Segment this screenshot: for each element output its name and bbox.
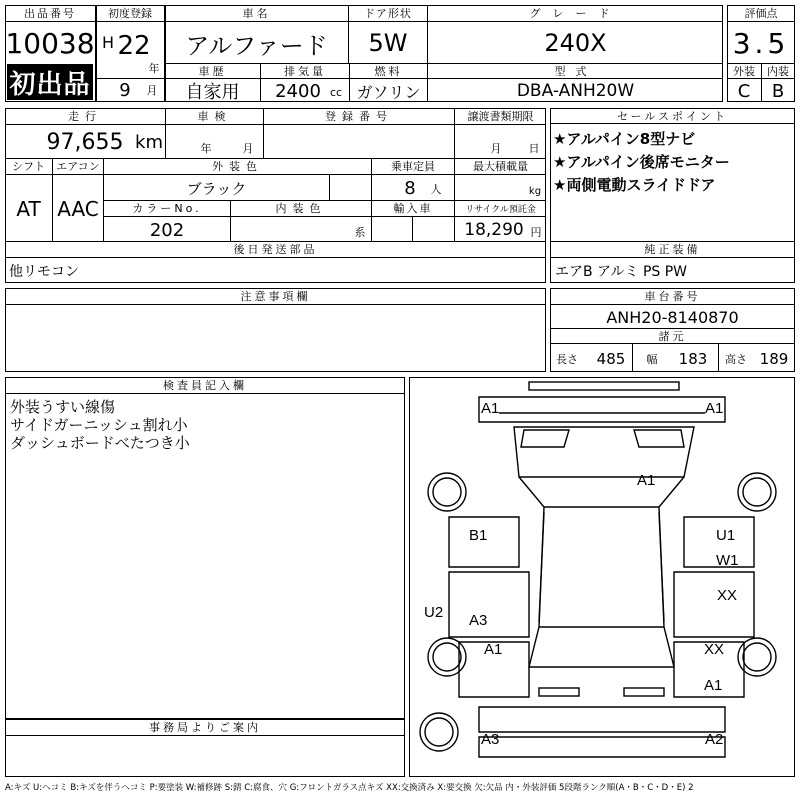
- inspection-year-unit: 年: [200, 142, 212, 155]
- sales-point-item: ★アルパイン後席モニター: [553, 153, 730, 171]
- transfer-month-unit: 月: [490, 142, 502, 155]
- mark-front-right: A1: [705, 400, 724, 417]
- transfer-label: 譲渡書類期限: [467, 110, 534, 123]
- car-diagram: [409, 377, 795, 777]
- transfer-day-unit: 日: [528, 142, 540, 155]
- interior-grade: B: [771, 80, 785, 102]
- door-label: ドア形状: [349, 5, 427, 22]
- fuel-label: 燃料: [350, 63, 427, 79]
- mark-rear-right: A2: [705, 731, 724, 748]
- recycle: 18,290: [464, 220, 524, 240]
- load-unit: kg: [528, 185, 542, 197]
- sales-point-label: セールスポイント: [550, 108, 795, 124]
- height-label: 高さ: [725, 353, 747, 366]
- interior-color-label: 内装色: [275, 202, 327, 215]
- chassis-label: 車台番号: [550, 288, 795, 305]
- sales-point-item: ★両側電動スライドドア: [553, 176, 716, 194]
- mileage: 97,655: [46, 129, 124, 155]
- exterior-grade: C: [737, 80, 751, 102]
- mark-right-front-door-2: W1: [716, 552, 739, 569]
- era: H: [101, 32, 115, 52]
- score: 3.5: [732, 26, 790, 60]
- year: 22: [117, 31, 151, 61]
- mark-left-rear-door: A3: [469, 612, 488, 629]
- lot-no-label: 出品番号: [5, 5, 95, 22]
- legend: A:キズ U:ヘコミ B:キズを伴うヘコミ P:要塗装 W:補修跡 S:錆 C:腐食、穴 G:フロントガラス点キズ XX:交換済み X:要交換 欠:欠品 内・外装評価 5段階ランク順(A・B・C・D・E) 2: [5, 783, 694, 793]
- ac: AAC: [57, 196, 99, 221]
- color-no-label: カラーNo.: [132, 202, 202, 215]
- chassis-number: ANH20-8140870: [606, 307, 739, 327]
- displacement: 2400: [275, 80, 321, 102]
- score-label: 評価点: [727, 5, 795, 22]
- displacement-label: 排気量: [261, 63, 349, 79]
- mark-right-front-door-1: U1: [716, 527, 736, 544]
- interior-label: 内装: [761, 63, 795, 79]
- later-parts-label: 後日発送部品: [5, 241, 546, 258]
- exterior-label: 外装: [727, 63, 761, 79]
- mark-rear-left: A3: [481, 731, 500, 748]
- capacity: 8: [404, 177, 416, 199]
- inspector-label: 検査員記入欄: [5, 377, 405, 394]
- color-label: 外装色: [212, 160, 263, 173]
- load-label: 最大積載量: [473, 160, 528, 173]
- mileage-unit: km: [135, 131, 163, 153]
- oem-equipment-label: 純正装備: [550, 241, 795, 258]
- sales-point-item: ★アルパイン8型ナビ: [553, 130, 696, 148]
- mark-front-left: A1: [481, 400, 500, 417]
- length: 485: [596, 350, 626, 368]
- car-name: アルファード: [185, 31, 328, 60]
- later-parts-value: 他リモコン: [9, 264, 79, 280]
- inspection-label: 車検: [197, 110, 232, 123]
- lot-no: 10038: [5, 26, 95, 60]
- capacity-label: 乗車定員: [391, 160, 435, 173]
- mark-right-rear-fender: XX: [704, 641, 725, 658]
- shift: AT: [16, 196, 41, 221]
- interior-color-unit: 系: [354, 226, 366, 239]
- recycle-unit: 円: [530, 226, 542, 239]
- import-label: 輸入車: [393, 202, 433, 215]
- first-reg-label: 初度登録: [96, 5, 164, 22]
- recycle-label: リサイクル預託金: [465, 204, 536, 215]
- dimensions-label: 諸元: [550, 328, 795, 344]
- shift-label: シフト: [12, 160, 45, 173]
- mark-left-rear-fender: A1: [484, 641, 503, 658]
- capacity-unit: 人: [430, 183, 442, 196]
- oem-equipment-value: エアB アルミ PS PW: [555, 264, 688, 280]
- color: ブラック: [186, 179, 247, 198]
- mileage-label: 走行: [68, 110, 102, 123]
- mark-right-rear-door: XX: [717, 587, 738, 604]
- displacement-unit: cc: [329, 85, 343, 99]
- month-unit: 月: [146, 84, 158, 97]
- color-no: 202: [149, 219, 185, 241]
- year-unit: 年: [148, 62, 160, 75]
- office-label: 事務局よりご案内: [5, 719, 405, 736]
- inspector-line: ダッシュボードべたつき小: [10, 434, 190, 452]
- inspector-line: 外装うすい線傷: [10, 398, 116, 416]
- inspector-line: サイドガーニッシュ割れ小: [10, 416, 188, 434]
- door: 5W: [368, 29, 408, 57]
- height: 189: [759, 350, 789, 368]
- ac-label: エアコン: [56, 160, 100, 173]
- mark-right-quarter: A1: [704, 677, 723, 694]
- fuel: ガソリン: [356, 82, 421, 102]
- model-code-label: 型式: [428, 63, 723, 79]
- history-label: 車歴: [165, 63, 260, 79]
- inspection-month-unit: 月: [242, 142, 254, 155]
- reg-no-label: 登録番号: [325, 110, 393, 123]
- first-listing-badge: 初出品: [7, 64, 93, 100]
- history: 自家用: [185, 82, 240, 102]
- grade: 240X: [544, 29, 607, 57]
- grade-label: グレード: [428, 5, 723, 22]
- notes-label: 注意事項欄: [5, 288, 546, 305]
- length-label: 長さ: [556, 353, 578, 366]
- mark-left-rear: U2: [424, 604, 444, 621]
- mark-left-front-door: B1: [469, 527, 488, 544]
- mark-hood: A1: [637, 472, 656, 489]
- month: 9: [119, 79, 131, 101]
- width: 183: [678, 350, 708, 368]
- width-label: 幅: [646, 353, 658, 366]
- car-name-label: 車名: [165, 5, 348, 22]
- model-code: DBA-ANH20W: [516, 81, 635, 101]
